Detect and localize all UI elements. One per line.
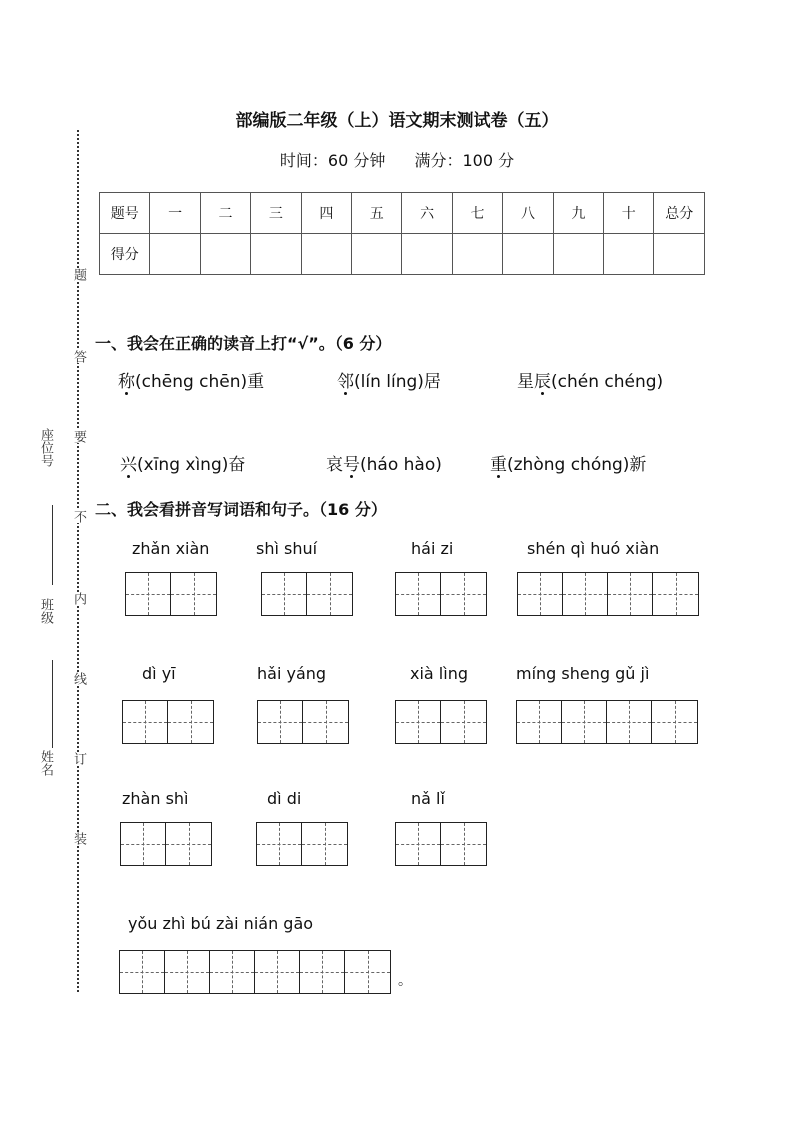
sentence-pinyin: yǒu zhì bú zài nián gāo xyxy=(128,914,314,933)
pinyin-label: dì di xyxy=(267,789,302,808)
pronunciation-item: 哀号(háo hào) xyxy=(326,450,442,475)
pinyin-label: hǎi yáng xyxy=(257,664,327,683)
margin-char: 装 xyxy=(71,832,86,845)
pinyin-label: hái zi xyxy=(411,539,454,558)
writing-grid[interactable] xyxy=(395,700,487,744)
score-table-header-row xyxy=(100,193,705,234)
section-1-title: 一、我会在正确的读音上打“√”。（6 分） xyxy=(95,334,392,353)
pronunciation-item: 邻(lín líng)居 xyxy=(337,367,441,392)
full-score-label: 满分：100 分 xyxy=(414,151,515,170)
pronunciation-item: 星辰(chén chéng) xyxy=(517,367,663,392)
reading-options[interactable]: (chén chéng) xyxy=(551,372,664,392)
score-cell[interactable] xyxy=(452,234,502,275)
writing-grid[interactable] xyxy=(125,572,217,616)
margin-char: 线 xyxy=(71,672,86,685)
target-char: 号 xyxy=(343,450,360,475)
table-header-cell: 五 xyxy=(352,193,402,234)
score-cell[interactable] xyxy=(402,234,452,275)
target-char: 兴 xyxy=(120,450,137,475)
score-cell[interactable] xyxy=(654,234,705,275)
pinyin-label: zhàn shì xyxy=(122,789,189,808)
reading-options[interactable]: (lín líng) xyxy=(354,372,424,392)
writing-grid[interactable] xyxy=(395,822,487,866)
class-label: 班级 xyxy=(38,598,53,624)
table-header-cell: 十 xyxy=(604,193,654,234)
table-header-cell: 三 xyxy=(251,193,301,234)
pinyin-label: shì shuí xyxy=(256,539,318,558)
margin-char: 要 xyxy=(71,430,86,443)
time-label: 时间：60 分钟 xyxy=(279,151,386,170)
score-row-label: 得分 xyxy=(100,234,150,275)
writing-grid[interactable] xyxy=(517,572,699,616)
target-char: 辰 xyxy=(534,367,551,392)
table-header-cell: 七 xyxy=(452,193,502,234)
margin-char: 订 xyxy=(71,752,86,765)
writing-grid[interactable] xyxy=(395,572,487,616)
writing-grid[interactable] xyxy=(261,572,353,616)
reading-options[interactable]: (chēng chēn) xyxy=(135,372,248,392)
table-header-cell: 四 xyxy=(301,193,351,234)
target-char: 邻 xyxy=(337,367,354,392)
writing-grid[interactable] xyxy=(257,700,349,744)
pronunciation-item: 兴(xīng xìng)奋 xyxy=(120,450,245,475)
score-cell[interactable] xyxy=(604,234,654,275)
table-header-cell: 九 xyxy=(553,193,603,234)
table-header-cell: 题号 xyxy=(100,193,150,234)
target-char: 称 xyxy=(118,367,135,392)
exam-info xyxy=(0,148,794,171)
pronunciation-item: 重(zhòng chóng)新 xyxy=(490,450,646,475)
reading-options[interactable]: (xīng xìng) xyxy=(137,455,229,475)
table-header-cell: 六 xyxy=(402,193,452,234)
pronunciation-item: 称(chēng chēn)重 xyxy=(118,367,264,392)
score-table xyxy=(99,192,705,275)
page-title: 部编版二年级（上）语文期末测试卷（五） xyxy=(235,111,559,131)
table-header-cell: 二 xyxy=(200,193,250,234)
pinyin-label: shén qì huó xiàn xyxy=(527,539,660,558)
pinyin-label: zhǎn xiàn xyxy=(132,539,210,558)
writing-grid[interactable] xyxy=(122,700,214,744)
section-2-title: 二、我会看拼音写词语和句子。（16 分） xyxy=(95,500,387,519)
margin-char: 不 xyxy=(71,510,86,523)
class-blank-line[interactable] xyxy=(52,505,53,585)
seat-number-label: 座位号 xyxy=(38,428,53,467)
name-blank-line[interactable] xyxy=(52,660,53,748)
target-char: 重 xyxy=(490,450,507,475)
table-header-cell: 八 xyxy=(503,193,553,234)
pinyin-label: xià lìng xyxy=(410,664,468,683)
margin-char: 题 xyxy=(71,268,86,281)
reading-options[interactable]: (háo hào) xyxy=(360,455,442,475)
pinyin-label: míng sheng gǔ jì xyxy=(516,664,650,683)
score-cell[interactable] xyxy=(251,234,301,275)
writing-grid[interactable] xyxy=(516,700,698,744)
table-header-cell: 总分 xyxy=(654,193,705,234)
sentence-writing-grid[interactable] xyxy=(119,950,391,994)
name-label: 姓名 xyxy=(38,750,53,776)
margin-char: 内 xyxy=(71,592,86,605)
margin-char: 答 xyxy=(71,350,86,363)
pinyin-label: nǎ lǐ xyxy=(411,789,445,808)
binding-dotted-line xyxy=(77,130,79,992)
reading-options[interactable]: (zhòng chóng) xyxy=(507,455,630,475)
writing-grid[interactable] xyxy=(120,822,212,866)
score-cell[interactable] xyxy=(200,234,250,275)
writing-grid[interactable] xyxy=(256,822,348,866)
score-cell[interactable] xyxy=(553,234,603,275)
score-cell[interactable] xyxy=(301,234,351,275)
table-header-cell: 一 xyxy=(150,193,200,234)
pinyin-label: dì yī xyxy=(142,664,176,683)
score-cell[interactable] xyxy=(503,234,553,275)
score-table-score-row xyxy=(100,234,705,275)
score-cell[interactable] xyxy=(150,234,200,275)
score-cell[interactable] xyxy=(352,234,402,275)
sentence-end-mark: 。 xyxy=(398,973,412,989)
